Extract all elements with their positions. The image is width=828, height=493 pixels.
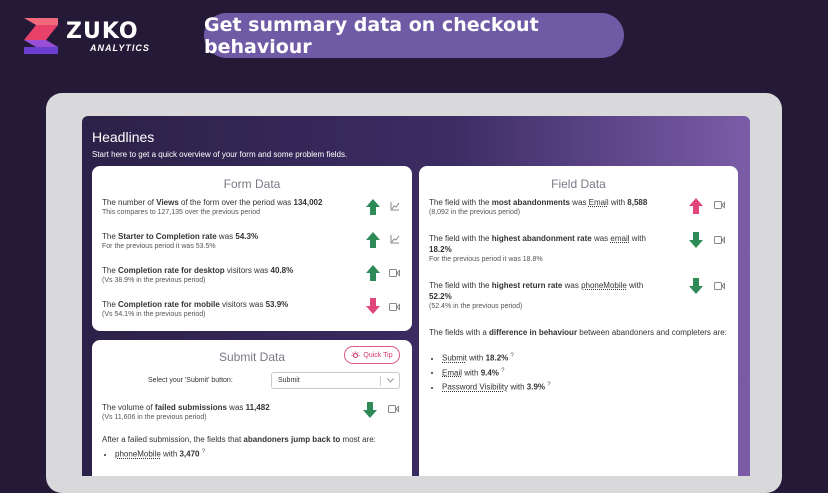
difference-behaviour-text: The fields with a difference in behaviour between abandoners and completers are:: [429, 328, 727, 337]
most-abandonments-row: The field with the most abandonments was Email with 8,588 (8,092 in the previous period): [429, 198, 648, 216]
select-value: Submit: [278, 377, 300, 384]
arrow-down-icon: [363, 402, 377, 418]
arrow-up-icon: [366, 265, 380, 281]
submit-data-title: Submit Data: [218, 350, 286, 364]
arrow-up-icon: [366, 232, 380, 248]
banner-title: Get summary data on checkout behaviour: [204, 13, 624, 58]
select-label: Select your 'Submit' button:: [148, 377, 233, 384]
field-data-card: [419, 166, 738, 476]
mobile-completion-row: The Completion rate for mobile visitors was 53.9% (Vs 54.1% in the previous period): [102, 300, 289, 318]
video-icon[interactable]: [389, 269, 400, 277]
line-chart-icon[interactable]: [390, 235, 400, 244]
video-icon[interactable]: [389, 303, 400, 311]
help-icon[interactable]: ?: [510, 353, 514, 359]
field-link[interactable]: phoneMobile: [115, 449, 161, 459]
zuko-logo-mark-icon: [24, 18, 58, 54]
help-icon[interactable]: ?: [201, 449, 206, 455]
list-item: • phoneMobile with 3,470 ?: [115, 446, 392, 461]
list-item: • Submit with 18.2% ?: [442, 350, 719, 365]
quick-tip-label: Quick Tip: [363, 351, 393, 359]
brand-sub: ANALYTICS: [90, 43, 150, 53]
brand-name: ZUKO: [66, 19, 139, 44]
arrow-down-icon: [366, 298, 380, 314]
list-item: • Email with 9.4% ?: [442, 365, 719, 380]
lightbulb-icon: [351, 351, 360, 360]
field-link[interactable]: email: [610, 234, 630, 243]
field-link[interactable]: Email: [442, 368, 463, 378]
difference-list: [429, 350, 719, 394]
arrow-up-icon: [689, 198, 703, 214]
page-title: Headlines: [92, 129, 155, 145]
video-icon[interactable]: [714, 236, 725, 244]
views-row: The number of Views of the form over the period was 134,002 This compares to 127,135 over the previous period: [102, 198, 323, 216]
app-screen: [82, 116, 750, 476]
field-link[interactable]: Email: [588, 198, 609, 207]
line-chart-icon[interactable]: [390, 202, 400, 211]
jump-back-list: [102, 446, 392, 461]
form-data-title: Form Data: [223, 177, 281, 191]
submit-button-select[interactable]: [271, 372, 400, 389]
field-link[interactable]: Submit: [442, 353, 467, 363]
highest-return-rate-row: The field with the highest return rate was phoneMobile with 52.2% (52.4% in the previous period): [429, 281, 644, 310]
submit-data-card: [92, 340, 412, 476]
desktop-completion-row: The Completion rate for desktop visitors was 40.8% (Vs 38.9% in the previous period): [102, 266, 294, 284]
video-icon[interactable]: [714, 282, 725, 290]
field-data-title: Field Data: [551, 177, 606, 191]
field-link[interactable]: Password Visibility: [442, 382, 509, 392]
field-link[interactable]: phoneMobile: [581, 281, 627, 290]
page-subtitle: Start here to get a quick overview of your form and some problem fields.: [92, 150, 348, 159]
chevron-down-icon: [387, 378, 394, 383]
video-icon[interactable]: [388, 405, 399, 413]
help-icon[interactable]: ?: [501, 367, 505, 374]
highest-abandonment-rate-row: The field with the highest abandonment rate was email with 18.2% For the previous period it was 18.8%: [429, 234, 646, 263]
failed-submissions-row: The volume of failed submissions was 11,482 (Vs 11,606 in the previous period): [102, 403, 270, 421]
help-icon[interactable]: ?: [547, 382, 551, 389]
video-icon[interactable]: [714, 201, 725, 209]
arrow-down-icon: [689, 278, 703, 294]
list-item: • Password Visibility with 3.9% ?: [442, 379, 719, 394]
form-data-card: [92, 166, 412, 331]
starter-completion-row: The Starter to Completion rate was 54.3% For the previous period it was 53.5%: [102, 232, 259, 250]
arrow-up-icon: [366, 199, 380, 215]
jump-back-text: After a failed submission, the fields that abandoners jump back to most are:: [102, 435, 376, 444]
zuko-logo: [24, 18, 150, 54]
arrow-down-icon: [689, 232, 703, 248]
quick-tip-button[interactable]: [344, 346, 400, 364]
